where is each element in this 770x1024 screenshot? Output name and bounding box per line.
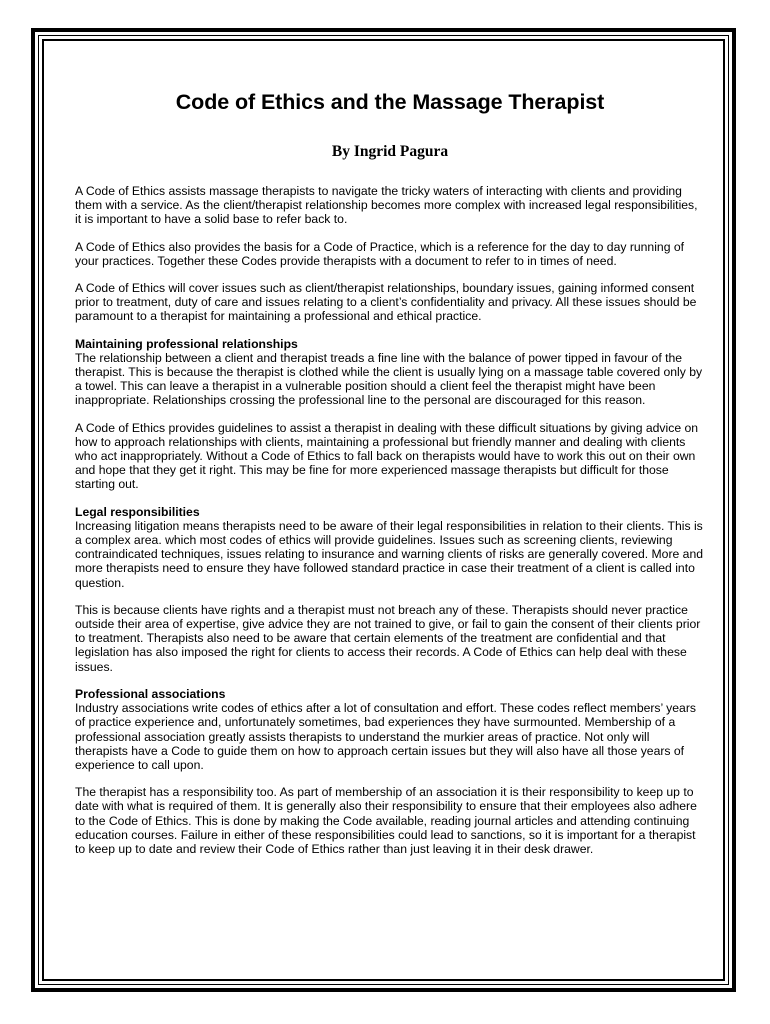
section-paragraph: The therapist has a responsibility too. As part of membership of an association it is their responsibility to keep up to date with what is required of them. It is generally also their responsibility to ensure that their employees also adhere to the Code of Ethics. This is done by making the Code available, reading journal articles and attending continuing education courses. Failure in either of these responsibilities could lead to sanctions, so it is important for a therapist to keep up to date and review their Code of Ethics rather than just leaving it in their desk drawer.	[75, 785, 697, 856]
document-title: Code of Ethics and the Massage Therapist	[175, 90, 605, 114]
section-paragraph	[75, 687, 705, 772]
section-professional-associations	[75, 687, 705, 856]
intro-paragraph: A Code of Ethics will cover issues such as client/therapist relationships, boundary issues, gaining informed consent prior to treatment, duty of care and issues relating to a client’s confidentiality and privacy. All these issues should be paramount to a therapist for maintaining a professional and ethical practice.	[75, 281, 697, 324]
section-heading: Professional associations	[75, 686, 226, 701]
section-paragraph	[75, 337, 705, 408]
section-paragraph: This is because clients have rights and a therapist must not breach any of these. Therapists should never practice outside their area of expertise, give advice they are not trained to give, or fail to gain the consent of their clients prior to treatment. Therapists also need to be aware that certain elements of the treatment are confidential and that legislation has also imposed the right for clients to access their records. A Code of Ethics can help deal with these issues.	[75, 602, 701, 674]
intro-section	[75, 184, 705, 324]
author-byline: By Ingrid Pagura	[331, 143, 449, 160]
section-heading: Maintaining professional relationships	[75, 336, 298, 351]
section-heading: Legal responsibilities	[75, 504, 200, 519]
intro-paragraph: A Code of Ethics also provides the basis for a Code of Practice, which is a reference for the day to day running of your practices. Together these Codes provide therapists with a document to refer to in times of need.	[75, 239, 685, 268]
section-legal-responsibilities	[75, 505, 705, 674]
intro-paragraph: A Code of Ethics assists massage therapists to navigate the tricky waters of interacting with clients and providing them with a service. As the client/therapist relationship becomes more complex with increased legal responsibilities, it is important to have a solid base to refer back to.	[75, 184, 698, 227]
section-professional-relationships	[75, 337, 705, 492]
document-body	[75, 86, 705, 869]
section-paragraph-text: The relationship between a client and therapist treads a fine line with the balance of power tipped in favour of the therapist. This is because the therapist is clothed while the client is usually lying on a massage table covered only by a towel. This can leave a therapist in a vulnerable position should a client feel the therapist might have been inappropriate. Relationships crossing the professional line to the personal are discouraged for this reason.	[75, 350, 703, 408]
section-paragraph: A Code of Ethics provides guidelines to assist a therapist in dealing with these difficult situations by giving advice on how to approach relationships with clients, maintaining a professional but friendly manner and dealing with clients who act inappropriately. Without a Code of Ethics to fall back on therapists would have to work this out on their own and hope that they get it right. This may be fine for more experienced massage therapists but difficult for those starting out.	[75, 420, 699, 492]
section-paragraph-text: Industry associations write codes of ethics after a lot of consultation and effort. These codes reflect members’ years of practice experience and, unfortunately sometimes, bad experiences they have surmounted. Membership of a professional association greatly assists therapists to understand the murkier areas of practice. Not only will therapists have a Code to guide them on how to approach certain issues but they will also have all those years of experience to call upon.	[75, 701, 696, 772]
section-paragraph	[75, 505, 705, 590]
section-paragraph-text: Increasing litigation means therapists need to be aware of their legal responsibilities in relation to their clients. This is a complex area. which most codes of ethics will provide guidelines. Issues such as screening clients, reviewing contraindicated techniques, issues relating to insurance and warning clients of risks are generally covered. More and more therapists need to ensure they have followed standard practice in case their treatment of a client is called into question.	[75, 518, 704, 590]
